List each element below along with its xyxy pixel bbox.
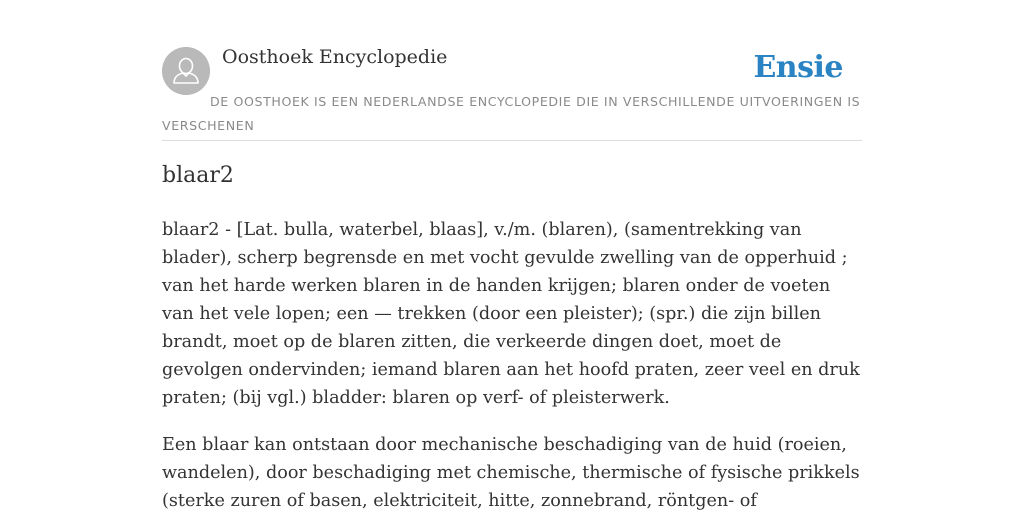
entry-title: blaar2 xyxy=(162,163,234,188)
entry-paragraph: Een blaar kan ontstaan door mechanische beschadiging van de huid (roeien, wandelen), door beschadiging met chemische, thermische of fysische prikkels (sterke zuren of basen, elektriciteit, hitte, zonnebrand, röntgen- of xyxy=(162,435,860,511)
ensie-logo[interactable]: Ensie xyxy=(753,50,843,85)
entry-content xyxy=(162,216,862,512)
source-header xyxy=(162,46,862,141)
source-avatar[interactable] xyxy=(162,47,210,95)
user-icon xyxy=(162,47,210,95)
source-description: DE OOSTHOEK IS EEN NEDERLANDSE ENCYCLOPEDIE DIE IN VERSCHILLENDE UITVOERINGEN IS VERSCHENEN xyxy=(162,94,861,133)
entry-paragraph: blaar2 - [Lat. bulla, waterbel, blaas], v./m. (blaren), (samentrekking van blader), scherp begrensde en met vocht gevulde zwelling van de opperhuid ; van het harde werken blaren in de handen krijgen; blaren onder de voeten van het vele lopen; een — trekken (door een pleister); (spr.) die zijn billen brandt, moet op de blaren zitten, die verkeerde dingen doet, moet de gevolgen ondervinden; iemand blaren aan het hoofd praten, zeer veel en druk praten; (bij vgl.) bladder: blaren op verf- of pleisterwerk. xyxy=(162,220,860,408)
source-title[interactable]: Oosthoek Encyclopedie xyxy=(222,46,448,68)
